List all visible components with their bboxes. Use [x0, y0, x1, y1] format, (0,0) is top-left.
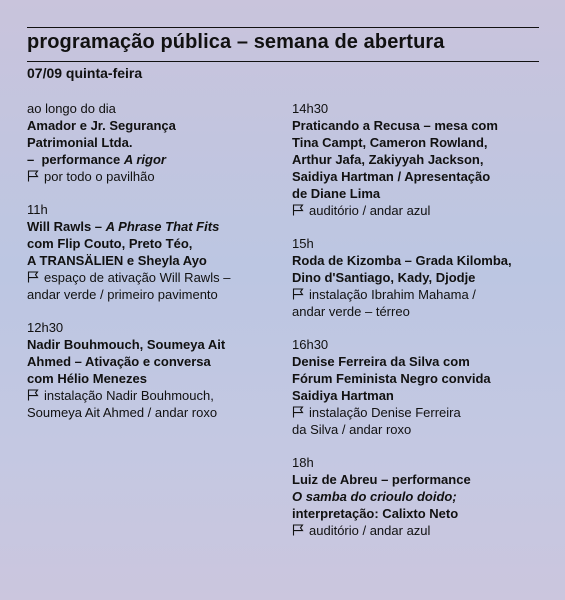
event-title-line: Patrimonial Ltda.	[27, 135, 133, 150]
location-text: por todo o pavilhão	[44, 169, 155, 184]
event-title-line: – performance	[27, 152, 124, 167]
event-title	[292, 353, 542, 404]
event-item	[292, 336, 542, 438]
location-text: andar verde / primeiro pavimento	[27, 287, 218, 302]
event-title-line: Nadir Bouhmouch, Soumeya Ait	[27, 337, 226, 352]
event-location	[292, 522, 542, 539]
event-title	[292, 252, 542, 286]
event-title-line: Dino d'Santiago, Kady, Djodje	[292, 270, 476, 285]
event-item	[292, 454, 542, 539]
event-title	[292, 471, 542, 522]
event-title-line: interpretação: Calixto Neto	[292, 506, 459, 521]
location-text: instalação Ibrahim Mahama /	[309, 287, 476, 302]
left-column	[27, 100, 287, 437]
event-title-line: Denise Ferreira da Silva com	[292, 354, 470, 369]
title-rule	[27, 61, 539, 62]
event-title-line: Arthur Jafa, Zakiyyah Jackson,	[292, 152, 484, 167]
event-title	[27, 336, 287, 387]
event-title-line: Fórum Feminista Negro convida	[292, 371, 491, 386]
event-title-italic: O samba do crioulo doido;	[292, 489, 457, 504]
event-title-line: Saidiya Hartman / Apresentação	[292, 169, 491, 184]
event-title-line: Tina Campt, Cameron Rowland,	[292, 135, 488, 150]
event-location	[292, 286, 542, 320]
event-item	[292, 100, 542, 219]
event-title-line: Will Rawls –	[27, 219, 106, 234]
event-title-line: de Diane Lima	[292, 186, 381, 201]
event-title	[27, 218, 287, 269]
event-location	[292, 404, 542, 438]
event-item	[27, 100, 287, 185]
event-time: 12h30	[27, 320, 64, 335]
event-time: 11h	[27, 202, 48, 217]
event-title-line: A TRANSÄLIEN e Sheyla Ayo	[27, 253, 207, 268]
event-title-line: com Flip Couto, Preto Téo,	[27, 236, 193, 251]
event-time: 16h30	[292, 337, 329, 352]
location-text: instalação Denise Ferreira	[309, 405, 461, 420]
flag-icon	[27, 271, 39, 283]
location-text: auditório / andar azul	[309, 203, 431, 218]
location-text: da Silva / andar roxo	[292, 422, 412, 437]
location-text: instalação Nadir Bouhmouch,	[44, 388, 214, 403]
event-title-line: Amador e Jr. Segurança	[27, 118, 176, 133]
event-title-line: Ahmed – Ativação e conversa	[27, 354, 211, 369]
flag-icon	[292, 406, 304, 418]
flag-icon	[292, 204, 304, 216]
location-text: andar verde – térreo	[292, 304, 410, 319]
right-column	[292, 100, 542, 555]
event-title-line: Saidiya Hartman	[292, 388, 394, 403]
event-item	[27, 319, 287, 421]
top-rule	[27, 27, 539, 28]
event-time: 15h	[292, 236, 314, 251]
page-title: programação pública – semana de abertura	[27, 31, 445, 53]
event-item	[27, 201, 287, 303]
event-time: ao longo do dia	[27, 101, 116, 116]
location-text: espaço de ativação Will Rawls –	[44, 270, 231, 285]
event-item	[292, 235, 542, 320]
event-title	[292, 117, 542, 202]
event-title-line: Praticando a Recusa – mesa com	[292, 118, 498, 133]
event-title-line: Roda de Kizomba – Grada Kilomba,	[292, 253, 512, 268]
event-title-italic: A rigor	[123, 152, 166, 167]
event-location	[27, 269, 287, 303]
event-time: 14h30	[292, 101, 329, 116]
flag-icon	[27, 170, 39, 182]
location-text: auditório / andar azul	[309, 523, 431, 538]
location-text: Soumeya Ait Ahmed / andar roxo	[27, 405, 218, 420]
date-heading: 07/09 quinta-feira	[27, 65, 143, 81]
flag-icon	[27, 389, 39, 401]
flag-icon	[292, 288, 304, 300]
event-location	[27, 168, 287, 185]
event-title-line: Luiz de Abreu – performance	[292, 472, 471, 487]
flag-icon	[292, 524, 304, 536]
event-location	[27, 387, 287, 421]
event-location	[292, 202, 542, 219]
event-title-line: com Hélio Menezes	[27, 371, 147, 386]
event-title	[27, 117, 287, 168]
event-title-italic: A Phrase That Fits	[105, 219, 220, 234]
event-time: 18h	[292, 455, 314, 470]
